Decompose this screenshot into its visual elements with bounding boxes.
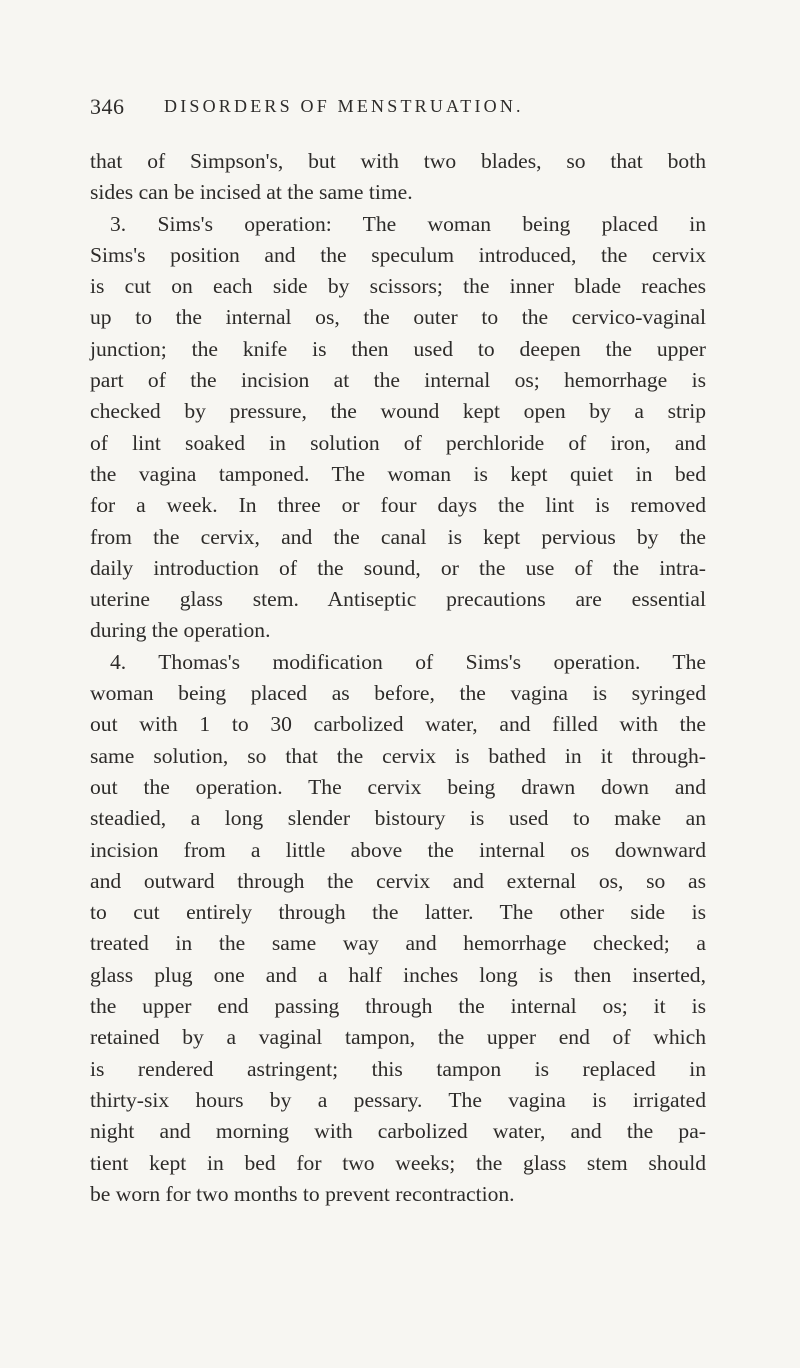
text-line: Sims's position and the speculum introduced, the cervix [90,242,706,267]
text-line: daily introduction of the sound, or the use of the intra- [90,555,706,580]
text-line: out the operation. The cervix being drawn down and [90,774,706,799]
text-line: is rendered astringent; this tampon is replaced in [90,1056,706,1081]
text-line: retained by a vaginal tampon, the upper end of which [90,1025,706,1050]
text-line: thirty-six hours by a pessary. The vagina is irrigated [90,1087,706,1112]
text-line: tient kept in bed for two weeks; the glass stem should [90,1150,706,1175]
text-line: glass plug one and a half inches long is then inserted, [90,962,706,987]
text-line: checked by pressure, the wound kept open by a strip [90,399,706,424]
text-line: same solution, so that the cervix is bathed in it through- [90,743,706,768]
text-line: woman being placed as before, the vagina is syringed [90,681,706,706]
text-line: that of Simpson's, but with two blades, so that both [90,149,706,173]
text-line: for a week. In three or four days the lint is removed [90,493,706,518]
text-line: uterine glass stem. Antiseptic precautions are essential [90,587,706,612]
text-line: of lint soaked in solution of perchloride of iron, and [90,430,706,455]
body-text [90,146,706,1210]
text-line: incision from a little above the internal os downward [90,837,706,862]
text-line: the upper end passing through the internal os; it is [90,994,706,1019]
text-line: is cut on each side by scissors; the inner blade reaches [90,274,706,299]
text-line: up to the internal os, the outer to the cervico-vaginal [90,305,706,330]
page-header [90,94,710,124]
text-line: to cut entirely through the latter. The other side is [90,900,706,925]
text-line: part of the incision at the internal os; hemorrhage is [90,368,706,393]
text-line: sides can be incised at the same time. [90,180,413,205]
running-head: DISORDERS OF MENSTRUATION. [164,96,524,116]
text-line: junction; the knife is then used to deepen the upper [90,336,706,361]
text-line: the vagina tamponed. The woman is kept quiet in bed [90,461,706,486]
text-line: night and morning with carbolized water, and the pa- [90,1119,706,1144]
text-line: steadied, a long slender bistoury is used to make an [90,806,706,831]
text-line: 3. Sims's operation: The woman being placed in [110,211,706,236]
text-line: and outward through the cervix and external os, so as [90,868,706,893]
text-line: out with 1 to 30 carbolized water, and filled with the [90,712,706,737]
text-line: 4. Thomas's modification of Sims's operation. The [110,649,706,674]
text-line: during the operation. [90,618,271,643]
text-line: from the cervix, and the canal is kept pervious by the [90,524,706,549]
page-number: 346 [90,94,125,119]
text-line: be worn for two months to prevent recontraction. [90,1181,515,1206]
text-line: treated in the same way and hemorrhage checked; a [90,931,706,956]
